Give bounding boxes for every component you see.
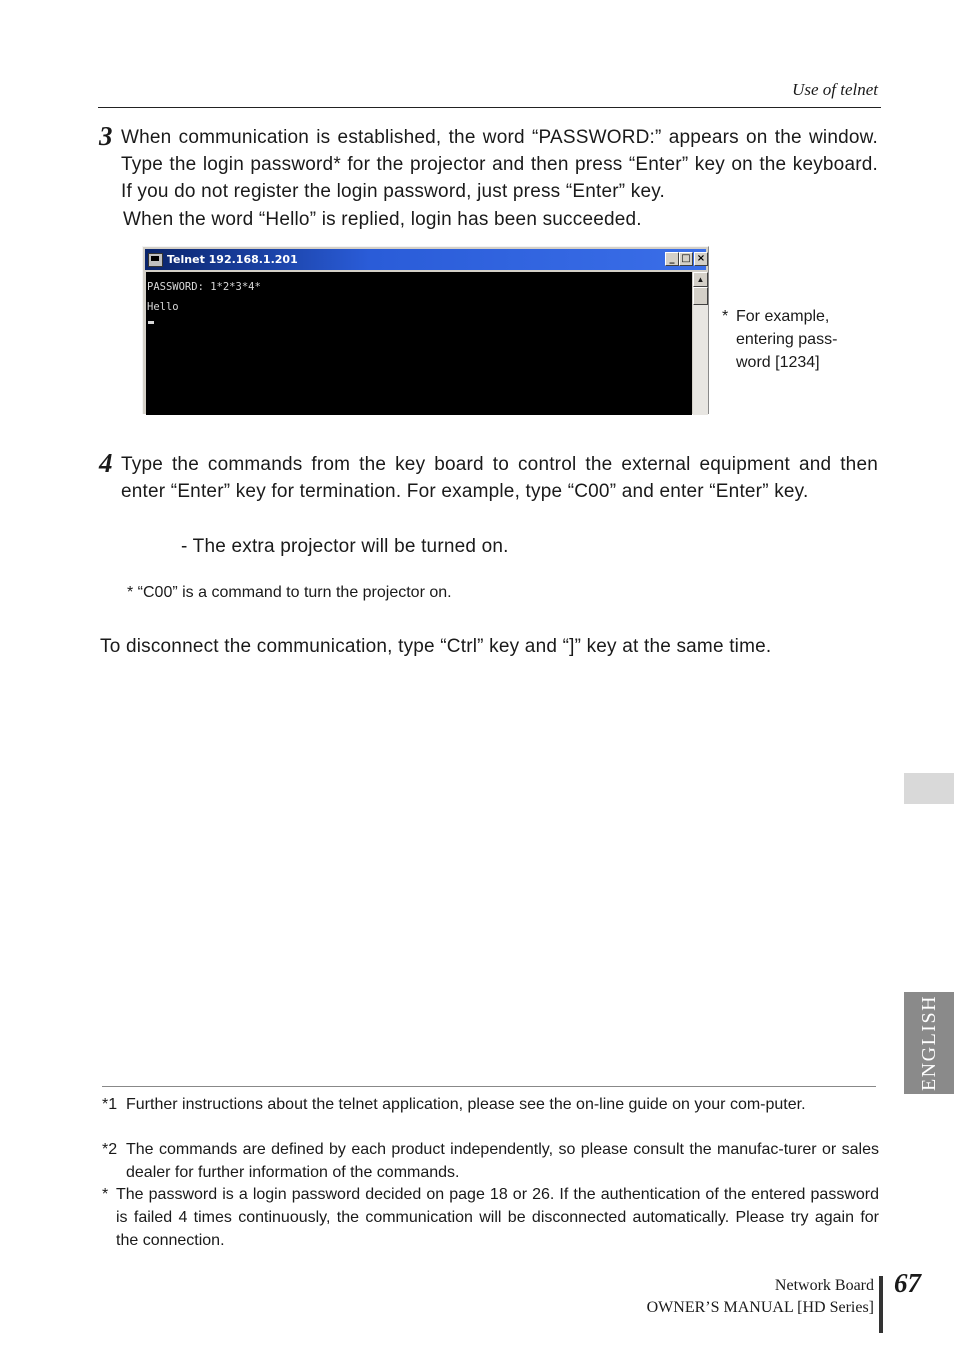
disconnect-text: To disconnect the communication, type “Ctrl” key and “]” key at the same time. (100, 636, 772, 657)
section-header: Use of telnet (792, 80, 878, 99)
language-tab (904, 992, 954, 1094)
step-3-text: When communication is established, the word “PASSWORD:” appears on the window. Type the login password* for the projector and then press “Enter” key on the keyboard. If you do not register the login password, just press “Enter” key. (121, 127, 878, 202)
maximize-icon[interactable]: □ (679, 252, 693, 266)
step-3-login-text: When the word “Hello” is replied, login has been succeeded. (123, 209, 642, 230)
console-cursor (148, 321, 154, 324)
step-4-result: - The extra projector will be turned on. (181, 536, 509, 557)
console-line-hello: Hello (147, 301, 179, 313)
telnet-console[interactable] (146, 272, 692, 415)
footnote-1-mark: *1 (102, 1096, 118, 1113)
side-note-text: For example, entering pass-word [1234] (736, 308, 838, 371)
language-tab-label: ENGLISH (918, 994, 940, 1092)
scroll-up-icon[interactable]: ▲ (693, 272, 708, 287)
minimize-icon[interactable]: _ (665, 252, 679, 266)
side-note-star: * (722, 308, 729, 325)
telnet-window (142, 246, 709, 414)
scroll-thumb[interactable] (693, 287, 708, 305)
footnote-rule (102, 1086, 876, 1087)
telnet-title-bar (145, 249, 706, 270)
telnet-app-icon (148, 253, 163, 267)
close-icon[interactable]: × (694, 252, 708, 266)
header-rule (98, 107, 881, 108)
footer-bar (879, 1276, 883, 1333)
page-number: 67 (894, 1268, 921, 1298)
side-tab-marker (904, 773, 954, 804)
footer-product: Network Board (774, 1277, 874, 1294)
footnote-1: Further instructions about the telnet application, please see the on-line guide on your com-puter. (126, 1096, 806, 1113)
footnote-2-mark: *2 (102, 1141, 118, 1158)
footnote-2: The commands are defined by each product independently, so please consult the manufac-turer or sales dealer for further information of the commands. (126, 1141, 879, 1181)
telnet-window-title: Telnet 192.168.1.201 (167, 253, 298, 266)
footnote-3: The password is a login password decided on page 18 or 26. If the authentication of the entered password is failed 4 times continuously, the communication will be disconnected automatically. Please try again for the connection. (116, 1186, 879, 1249)
step-4-note: * “C00” is a command to turn the projector on. (127, 584, 452, 601)
footnote-3-mark: * (102, 1186, 109, 1203)
vertical-scrollbar[interactable] (693, 272, 708, 415)
console-line-password: PASSWORD: 1*2*3*4* (147, 281, 261, 293)
step-3-number: 3 (99, 121, 113, 151)
step-4-number: 4 (99, 448, 113, 478)
footer-manual: OWNER’S MANUAL [HD Series] (646, 1299, 874, 1316)
step-4-text: Type the commands from the key board to control the external equipment and then enter “Enter” key for termination. For example, type “C00” and enter “Enter” key. (121, 454, 878, 502)
